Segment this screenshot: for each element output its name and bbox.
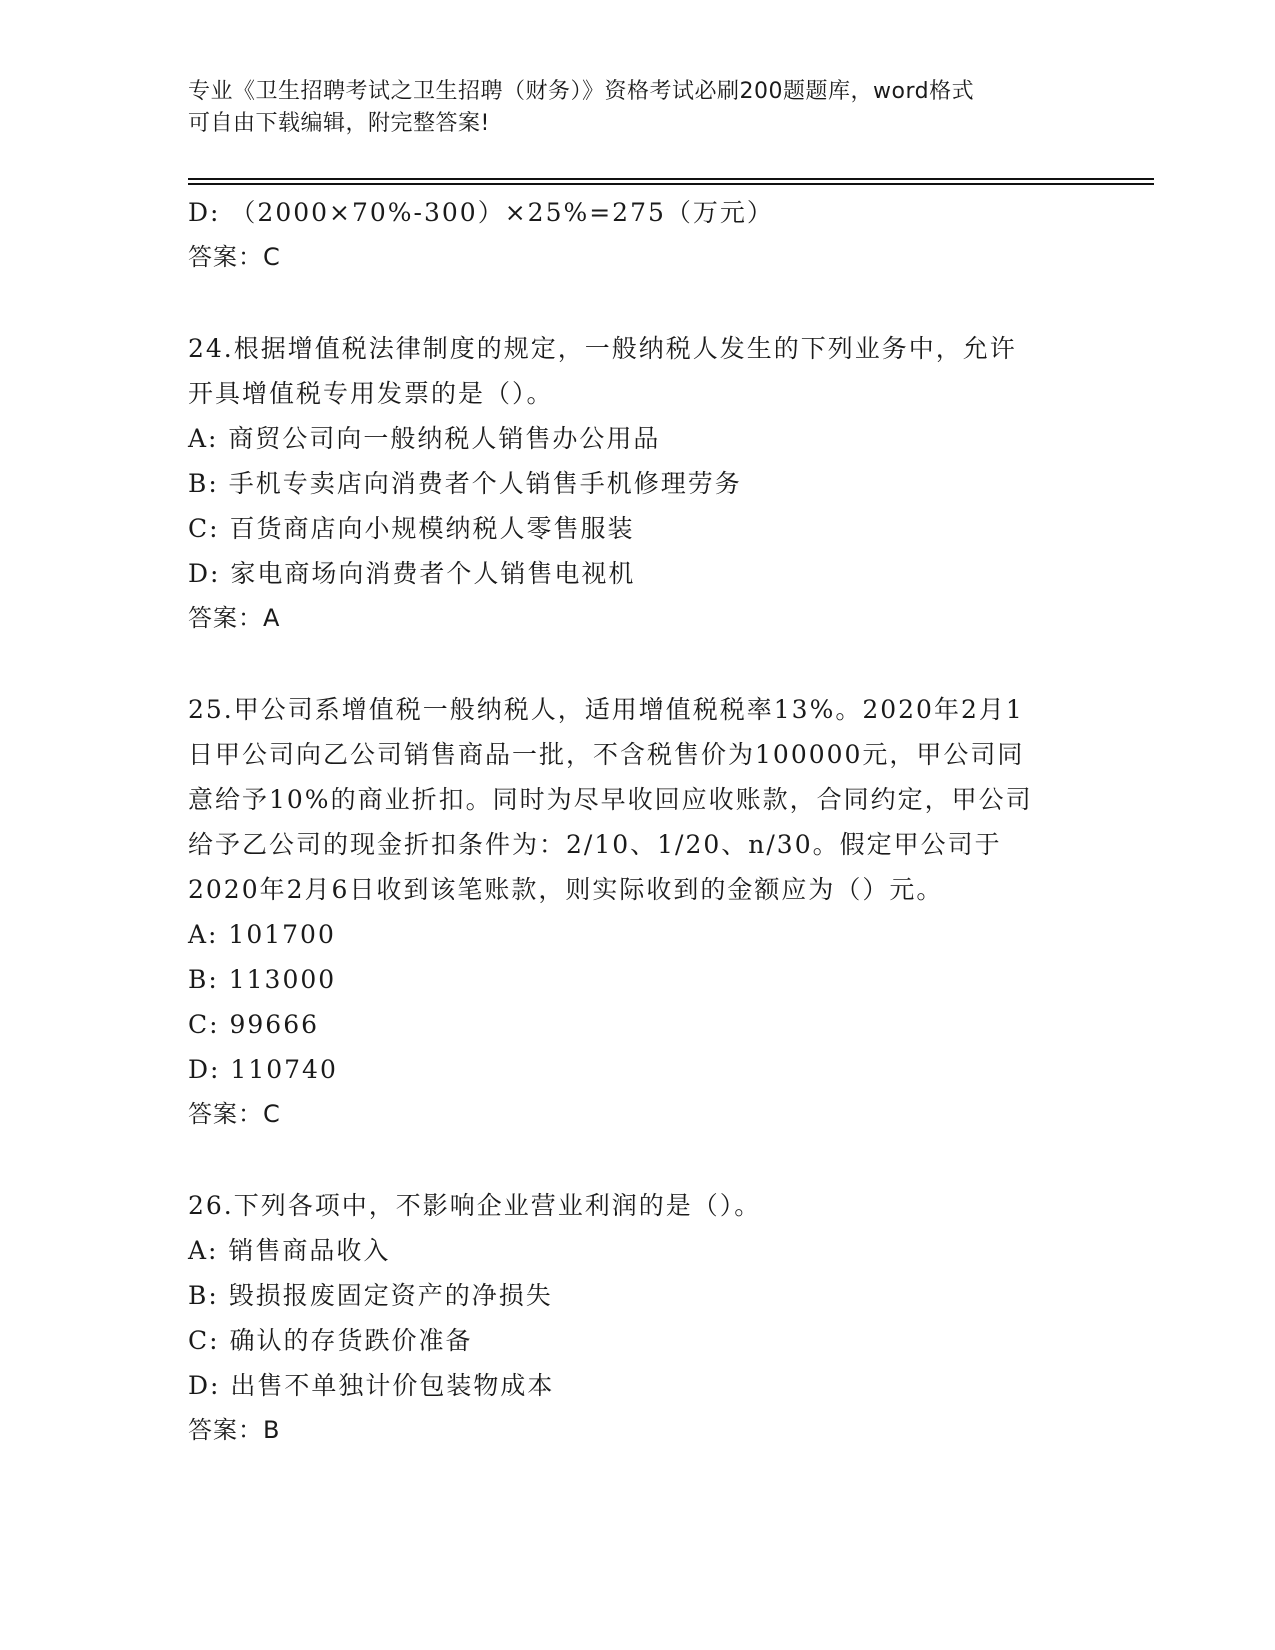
question-stem-line: 26.下列各项中，不影响企业营业利润的是（）。: [188, 1191, 762, 1220]
option-b: B: 毁损报废固定资产的净损失: [188, 1281, 553, 1310]
header-title-line-2: 可自由下载编辑，附完整答案!: [188, 111, 490, 136]
spacer: [188, 1137, 1088, 1183]
header-divider-bottom: [188, 183, 1154, 185]
answer-line: 答案：B: [188, 1416, 281, 1444]
option-b: B: 113000: [188, 965, 337, 994]
question-stem-line: 开具增值税专用发票的是（）。: [188, 379, 554, 408]
question-stem-line: 25.甲公司系增值税一般纳税人，适用增值税税率13%。2020年2月1: [188, 695, 1024, 724]
question-stem-line: 24.根据增值税法律制度的规定，一般纳税人发生的下列业务中，允许: [188, 334, 1017, 363]
spacer: [188, 280, 1088, 326]
question-stem-line: 日甲公司向乙公司销售商品一批，不含税售价为100000元，甲公司同: [188, 740, 1025, 769]
question-stem-line: 意给予10%的商业折扣。同时为尽早收回应收账款，合同约定，甲公司: [188, 785, 1033, 814]
option-d: D: 出售不单独计价包装物成本: [188, 1371, 555, 1400]
question-24: [188, 326, 1088, 641]
option-a: A: 销售商品收入: [188, 1236, 391, 1265]
answer-line: 答案：A: [188, 604, 281, 632]
option-a: A: 101700: [188, 920, 336, 949]
option-a: A: 商贸公司向一般纳税人销售办公用品: [188, 424, 661, 453]
answer-line: 答案：C: [188, 243, 281, 271]
option-b: B: 手机专卖店向消费者个人销售手机修理劳务: [188, 469, 742, 498]
option-d: D: 家电商场向消费者个人销售电视机: [188, 559, 636, 588]
option-c: C: 确认的存货跌价准备: [188, 1326, 473, 1355]
document-header: [188, 76, 1088, 140]
previous-question-tail: [188, 190, 1088, 280]
document-body: [188, 190, 1088, 1453]
question-25: [188, 687, 1088, 1137]
spacer: [188, 641, 1088, 687]
header-divider-top: [188, 178, 1154, 180]
question-stem-line: 2020年2月6日收到该笔账款，则实际收到的金额应为（）元。: [188, 875, 944, 904]
option-d: D: （2000×70%-300）×25%=275（万元）: [188, 198, 774, 227]
option-c: C: 99666: [188, 1010, 320, 1039]
question-26: [188, 1183, 1088, 1453]
option-c: C: 百货商店向小规模纳税人零售服装: [188, 514, 635, 543]
header-title-line-1: 专业《卫生招聘考试之卫生招聘（财务）》资格考试必刷200题题库，word格式: [188, 79, 975, 104]
option-d: D: 110740: [188, 1055, 338, 1084]
answer-line: 答案：C: [188, 1100, 281, 1128]
question-stem-line: 给予乙公司的现金折扣条件为：2/10、1/20、n/30。假定甲公司于: [188, 830, 1002, 859]
